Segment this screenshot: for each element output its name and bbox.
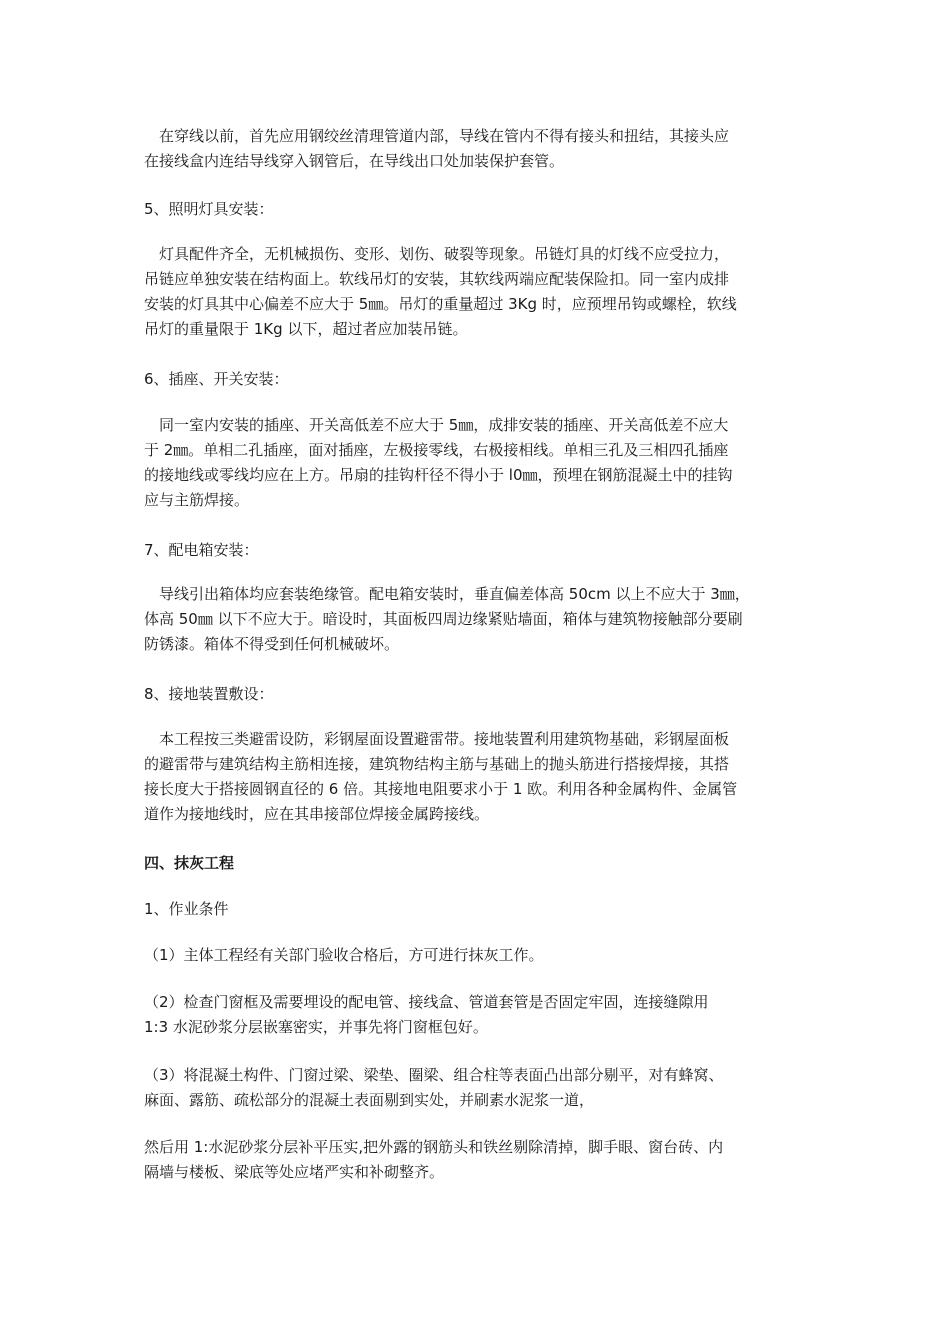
paragraph-grounding <box>144 727 808 827</box>
text-line: 在穿线以前，首先应用钢绞丝清理管道内部，导线在管内不得有接头和扭结，其接头应 <box>144 127 730 145</box>
text-line: 应与主筋焊接。 <box>144 491 250 509</box>
text-line: 本工程按三类避雷设防，彩钢屋面设置避雷带。接地装置利用建筑物基础，彩钢屋面板 <box>144 730 730 748</box>
text-line: 于 2㎜。单相二孔插座，面对插座，左极接零线，右极接相线。单相三孔及三相四孔插座 <box>144 441 729 459</box>
heading-lighting-installation: 5、照明灯具安装： <box>144 200 274 218</box>
text-line: 导线引出箱体均应套装绝缘管。配电箱安装时，垂直偏差体高 50cm 以上不应大于 3㎜， <box>144 585 750 603</box>
text-line: （1）主体工程经有关部门验收合格后，方可进行抹灰工作。 <box>144 946 544 964</box>
heading-working-conditions: 1、作业条件 <box>144 900 229 918</box>
text-line: 吊灯的重量限于 1Kg 以下，超过者应加装吊链。 <box>144 320 468 338</box>
text-line: 1:3 水泥砂浆分层嵌塞密实，并事先将门窗框包好。 <box>144 1018 488 1036</box>
text-line: 的接地线或零线均应在上方。吊扇的挂钩杆径不得小于 l0㎜，预埋在钢筋混凝土中的挂钩 <box>144 466 733 484</box>
text-line: 接长度大于搭接圆钢直径的 6 倍。其接地电阻要求小于 1 欧。利用各种金属构件、金属管 <box>144 780 738 798</box>
text-line: 的避雷带与建筑结构主筋相连接，建筑物结构主筋与基础上的抛头筋进行搭接焊接，其搭 <box>144 755 730 773</box>
paragraph-distribution-box <box>144 582 808 657</box>
paragraph-plastering-continuation <box>144 1135 808 1185</box>
heading-grounding-installation: 8、接地装置敷设： <box>144 685 274 703</box>
list-item-2 <box>144 990 808 1040</box>
text-line: 然后用 1:水泥砂浆分层补平压实,把外露的钢筋头和铁丝剔除清掉，脚手眼、窗台砖、内 <box>144 1138 724 1156</box>
text-line: （3）将混凝土构件、门窗过梁、梁垫、圈梁、组合柱等表面凸出部分剔平，对有蜂窝、 <box>144 1066 724 1084</box>
list-item-1 <box>144 943 808 968</box>
text-line: 同一室内安装的插座、开关高低差不应大于 5㎜，成排安装的插座、开关高低差不应大 <box>144 416 729 434</box>
heading-distribution-box-installation: 7、配电箱安装： <box>144 541 259 559</box>
section-heading-plastering: 四、抹灰工程 <box>144 854 235 872</box>
paragraph-lighting <box>144 242 808 342</box>
paragraph-wiring <box>144 124 808 174</box>
text-line: 灯具配件齐全，无机械损伤、变形、划伤、破裂等现象。吊链灯具的灯线不应受拉力， <box>144 245 730 263</box>
heading-socket-switch-installation: 6、插座、开关安装： <box>144 370 289 388</box>
text-line: 体高 50㎜ 以下不应大于。暗设时，其面板四周边缘紧贴墙面，箱体与建筑物接触部分要刷 <box>144 610 743 628</box>
text-line: 在接线盒内连结导线穿入钢管后，在导线出口处加装保护套管。 <box>144 152 565 170</box>
text-line: 道作为接地线时，应在其串接部位焊接金属跨接线。 <box>144 805 490 823</box>
text-line: 隔墙与楼板、梁底等处应堵严实和补砌整齐。 <box>144 1163 445 1181</box>
text-line: 麻面、露筋、疏松部分的混凝土表面剔到实处，并刷素水泥浆一道， <box>144 1091 595 1109</box>
text-line: 吊链应单独安装在结构面上。软线吊灯的安装，其软线两端应配装保险扣。同一室内成排 <box>144 270 730 288</box>
text-line: （2）检查门窗框及需要埋设的配电管、接线盒、管道套管是否固定牢固，连接缝隙用 <box>144 993 709 1011</box>
list-item-3 <box>144 1063 808 1113</box>
text-line: 安装的灯具其中心偏差不应大于 5㎜。吊灯的重量超过 3Kg 时，应预埋吊钩或螺栓，软线 <box>144 295 737 313</box>
text-line: 防锈漆。箱体不得受到任何机械破坏。 <box>144 635 400 653</box>
paragraph-socket-switch <box>144 413 808 513</box>
